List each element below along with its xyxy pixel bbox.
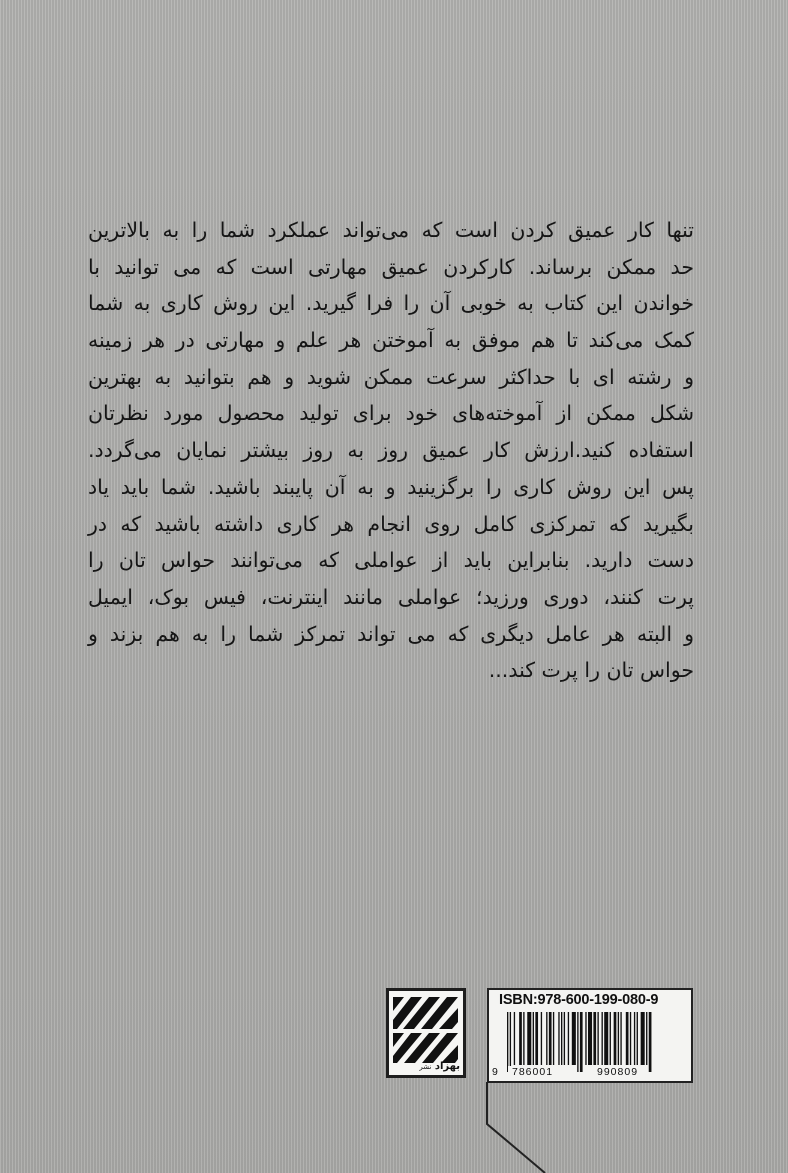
blurb-line: و البته هر عامل دیگری که می تواند تمرکز شما را به هم بزند و bbox=[88, 621, 694, 646]
blurb-line: شکل ممکن از آموخته‌های خود برای تولید محصول مورد نظرتان bbox=[88, 401, 694, 426]
blurb-line: پس این روش کاری را برگزینید و به آن پایبند باشید. شما باید یاد bbox=[88, 474, 694, 499]
blurb-line: بگیرید که تمرکزی کامل روی انجام هر کاری داشته باشید که در bbox=[88, 511, 694, 536]
barcode-left-digits: 786001 bbox=[508, 1066, 557, 1078]
publisher-name-text: بهزاد bbox=[434, 1061, 460, 1072]
blurb-line: استفاده کنید.ارزش کار عمیق روز به روز بیشتر نمایان می‌گردد. bbox=[88, 438, 694, 463]
blurb-line: خواندن این کتاب به خوبی آن را فرا گیرید. این روش کاری به شما bbox=[88, 291, 694, 316]
barcode-first-digit: 9 bbox=[492, 1066, 498, 1078]
blurb-line: پرت کنند، دوری ورزید؛ عواملی مانند اینترنت، فیس بوک، ایمیل bbox=[88, 584, 694, 609]
blurb-line: حواس تان را پرت کند... bbox=[488, 658, 694, 683]
blurb-line: کمک می‌کند تا هم موفق به آموختن هر علم و مهارتی در هر زمینه bbox=[88, 328, 694, 353]
blurb-line: و رشته ای با حداکثر سرعت ممکن شوید و هم بتوانید به بهترین bbox=[88, 364, 694, 389]
barcode-right-digits: 990809 bbox=[593, 1066, 642, 1078]
isbn-number: ISBN:978-600-199-080-9 bbox=[499, 992, 659, 1008]
blurb-line: دست دارید. بنابراین باید از عواملی که می‌توانند حواس تان را bbox=[88, 548, 694, 573]
blurb-line: تنها کار عمیق کردن است که می‌تواند عملکرد شما را به بالاترین bbox=[88, 218, 694, 242]
blurb-line: حد ممکن برساند. کارکردن عمیق مهارتی است که می توانید با bbox=[88, 254, 694, 279]
publisher-name-subtext: نشر bbox=[419, 1063, 432, 1071]
